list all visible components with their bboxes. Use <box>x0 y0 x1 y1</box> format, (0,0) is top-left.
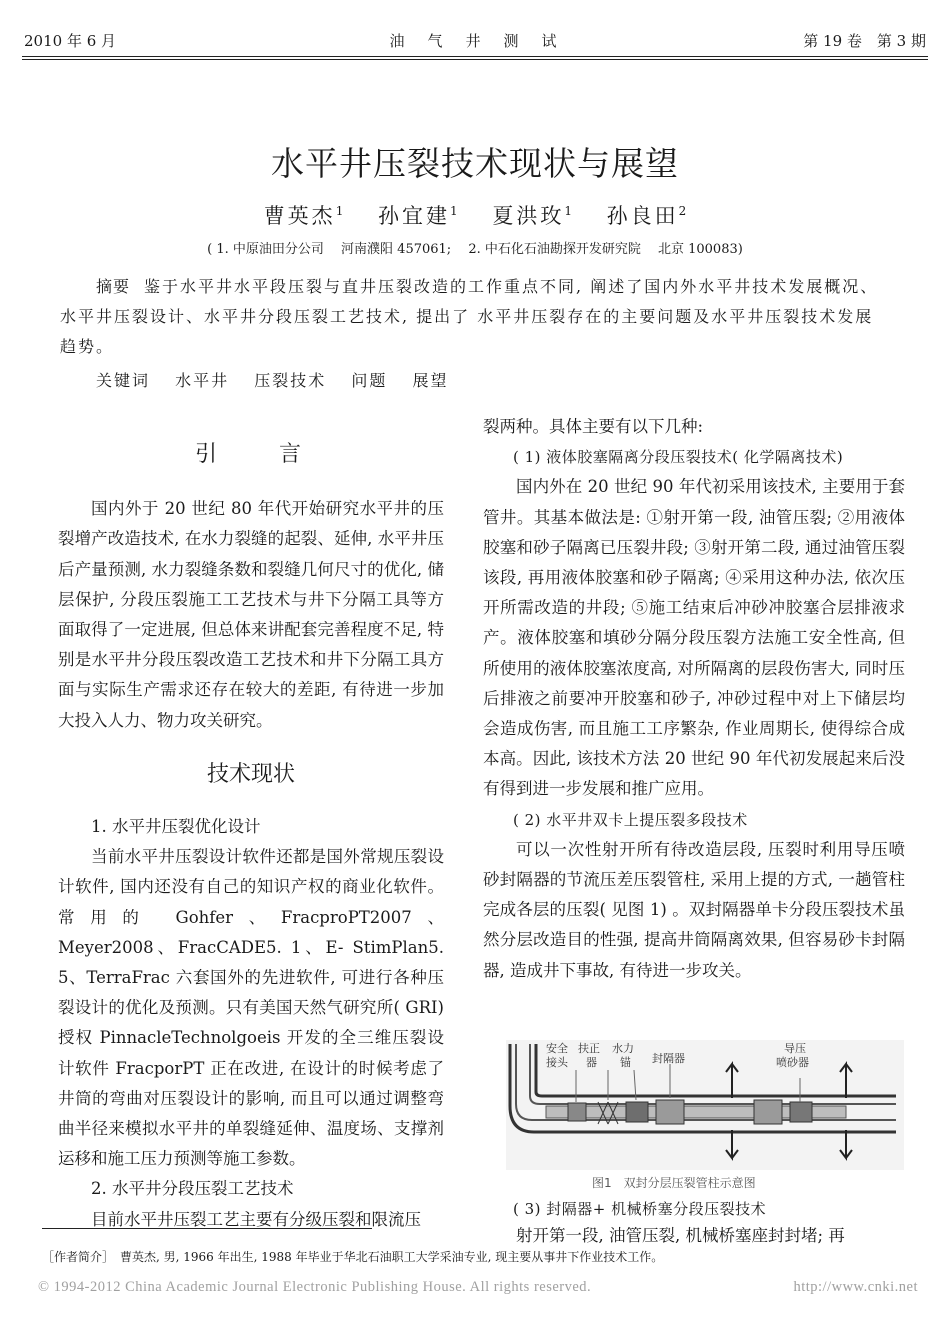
packer-icon <box>656 1100 684 1124</box>
subsection-title: 1. 水平井压裂优化设计 <box>91 817 261 837</box>
paragraph: 射开第一段, 油管压裂, 机械桥塞座封封堵; 再 <box>516 1226 845 1245</box>
label-anchor: 水力 <box>612 1042 634 1055</box>
abstract <box>60 272 890 362</box>
author-bio-footnote: ［作者简介］ 曹英杰, 男, 1966 年出生, 1988 年毕业于华北石油职工大学采油专业, 现主要从事井下作业技术工作。 <box>42 1250 664 1264</box>
section-title-status: 技术现状 <box>206 761 295 787</box>
keywords-label: 关键词 <box>96 371 151 390</box>
sand-jet-icon <box>790 1102 812 1122</box>
method-title-2: ( 2) 水平井双卡上提压裂多段技术 <box>513 810 748 829</box>
author-1: 曹英杰$^1$ <box>263 204 344 228</box>
paragraph: 当前水平井压裂设计软件还都是国外常规压裂设计软件, 国内还没有自己的知识产权的商业化软件。常用的 Gohfer、FracproPT2007、Meyer2008、FracCADE5. 1、E- StimPlan5. 5、TerraFrac 六套国外的先进软件, 可进行各种压裂设计的优化及预测。只有美国天然气研究所( GRI) 授权 PinnacleTechnolgoeis 开发的全三维压裂设计软件 FracporPT 正在改进, 在设计的时候考虑了井筒的弯曲对压裂设计的影响, 而且可以通过调整弯曲半径来模拟水平井的单裂缝延伸、温度场、支撑剂运移和施工压力预测等施工参数。 <box>58 847 444 1169</box>
header-rule <box>22 56 928 57</box>
header-date: 2010 年 6 月 <box>24 32 117 50</box>
copyright-text: © 1994-2012 China Academic Journal Electronic Publishing House. All rights reserved. <box>38 1279 592 1295</box>
left-column <box>58 440 444 1235</box>
abstract-label: 摘要 <box>96 277 131 296</box>
label-anchor-2: 锚 <box>620 1056 631 1069</box>
anchor-icon <box>626 1102 648 1122</box>
abstract-text: 鉴于水平井水平段压裂与直井压裂改造的工作重点不同, 阐述了国内外水平井技术发展概况、水平井压裂设计、水平井分段压裂工艺技术, 提出了 水平井压裂存在的主要问题及水平井压裂技术发展趋势。 <box>60 277 879 356</box>
keyword: 展望 <box>412 371 449 390</box>
safety-joint-icon <box>568 1103 586 1121</box>
author-list <box>0 200 950 230</box>
author-2: 孙宜建$^1$ <box>378 204 458 228</box>
right-column <box>483 412 905 986</box>
method-title-1: ( 1) 液体胶塞隔离分段压裂技术( 化学隔离技术) <box>513 448 844 467</box>
paragraph: 可以一次性射开所有待改造层段, 压裂时利用导压喷砂封隔器的节流压差压裂管柱, 采用上提的方式, 一趟管柱完成各层的压裂( 见图 1) 。双封隔器单卡分段压裂技术虽然分层改造目的性强, 提高井筒隔离效果, 但容易砂卡封隔器, 造成井下事故, 有待进一步攻关。 <box>483 839 905 980</box>
label-safety-2: 接头 <box>546 1056 568 1069</box>
paragraph: 国内外于 20 世纪 80 年代开始研究水平井的压裂增产改造技术, 在水力裂缝的起裂、延伸, 水平井压后产量预测, 水力裂缝条数和裂缝几何尺寸的优化, 储层保护, 分段压裂施工工艺技术与井下分隔工具等方面取得了一定进展, 但总体来讲配套完善程度不足, 特别是水平井分段压裂改造工艺技术和井下分隔工具方面与实际生产需求还存在较大的差距, 有待进一步加大投入人力、物力攻关研究。 <box>58 499 444 730</box>
header-rule-2 <box>22 59 928 60</box>
label-centralizer-2: 器 <box>586 1056 597 1069</box>
keyword: 水平井 <box>175 371 230 390</box>
keyword: 压裂技术 <box>254 371 327 390</box>
label-safety: 安全 <box>546 1042 568 1055</box>
footnote-rule <box>42 1228 372 1229</box>
copyright-line <box>38 1279 918 1296</box>
packer-icon <box>754 1100 782 1124</box>
method-title-3: ( 3) 封隔器+ 机械桥塞分段压裂技术 <box>513 1200 767 1218</box>
figure-caption: 图1 双封分层压裂管柱示意图 <box>592 1176 756 1190</box>
header-journal: 油 气 井 测 试 <box>389 32 561 50</box>
paragraph: 国内外在 20 世纪 90 年代初采用该技术, 主要用于套管井。其基本做法是: ①射开第一段, 油管压裂; ②用液体胶塞和砂子隔离已压裂井段; ③射开第二段, 通过油管压裂该段, 再用液体胶塞和砂子隔离; ④采用这种办法, 依次压开所需改造的井段; ⑤施工结束后冲砂冲胶塞合层排液求产。液体胶塞和填砂分隔分段压裂方法施工安全性高, 但所使用的液体胶塞浓度高, 对所隔离的层段伤害大, 同时压后排液之前要冲开胶塞和砂子, 冲砂过程中对上下储层均会造成伤害, 而且施工工序繁杂, 作业周期长, 使得综合成本高。因此, 该技术方法 20 世纪 90 年代初发展起来后没有得到进一步发展和推广应用。 <box>483 477 905 799</box>
keywords <box>96 368 448 391</box>
label-sander-2: 喷砂器 <box>776 1056 809 1069</box>
right-column-bottom <box>483 1196 905 1250</box>
label-sander: 导压 <box>784 1042 806 1055</box>
figure-1 <box>506 1040 904 1170</box>
affiliation: ( 1. 中原油田分公司 河南濮阳 457061; 2. 中石化石油勘探开发研究院 北京 100083) <box>207 242 743 257</box>
packer-string-diagram <box>506 1040 904 1170</box>
subsection-title: 2. 水平井分段压裂工艺技术 <box>91 1179 294 1199</box>
page-title: 水平井压裂技术现状与展望 <box>271 144 679 183</box>
keyword: 问题 <box>351 371 388 390</box>
paragraph: 裂两种。具体主要有以下几种: <box>483 417 704 436</box>
author-4: 孙良田$^2$ <box>606 204 687 228</box>
label-packer: 封隔器 <box>652 1052 685 1065</box>
section-title-intro: 引 言 <box>194 442 307 467</box>
copyright-url[interactable]: http://www.cnki.net <box>793 1279 918 1295</box>
header-issue: 第 19 卷 第 3 期 <box>803 32 926 50</box>
label-centralizer: 扶正 <box>578 1042 600 1055</box>
paragraph: 目前水平井压裂工艺主要有分级压裂和限流压 <box>91 1209 421 1229</box>
author-3: 夏洪玫$^1$ <box>492 204 572 228</box>
